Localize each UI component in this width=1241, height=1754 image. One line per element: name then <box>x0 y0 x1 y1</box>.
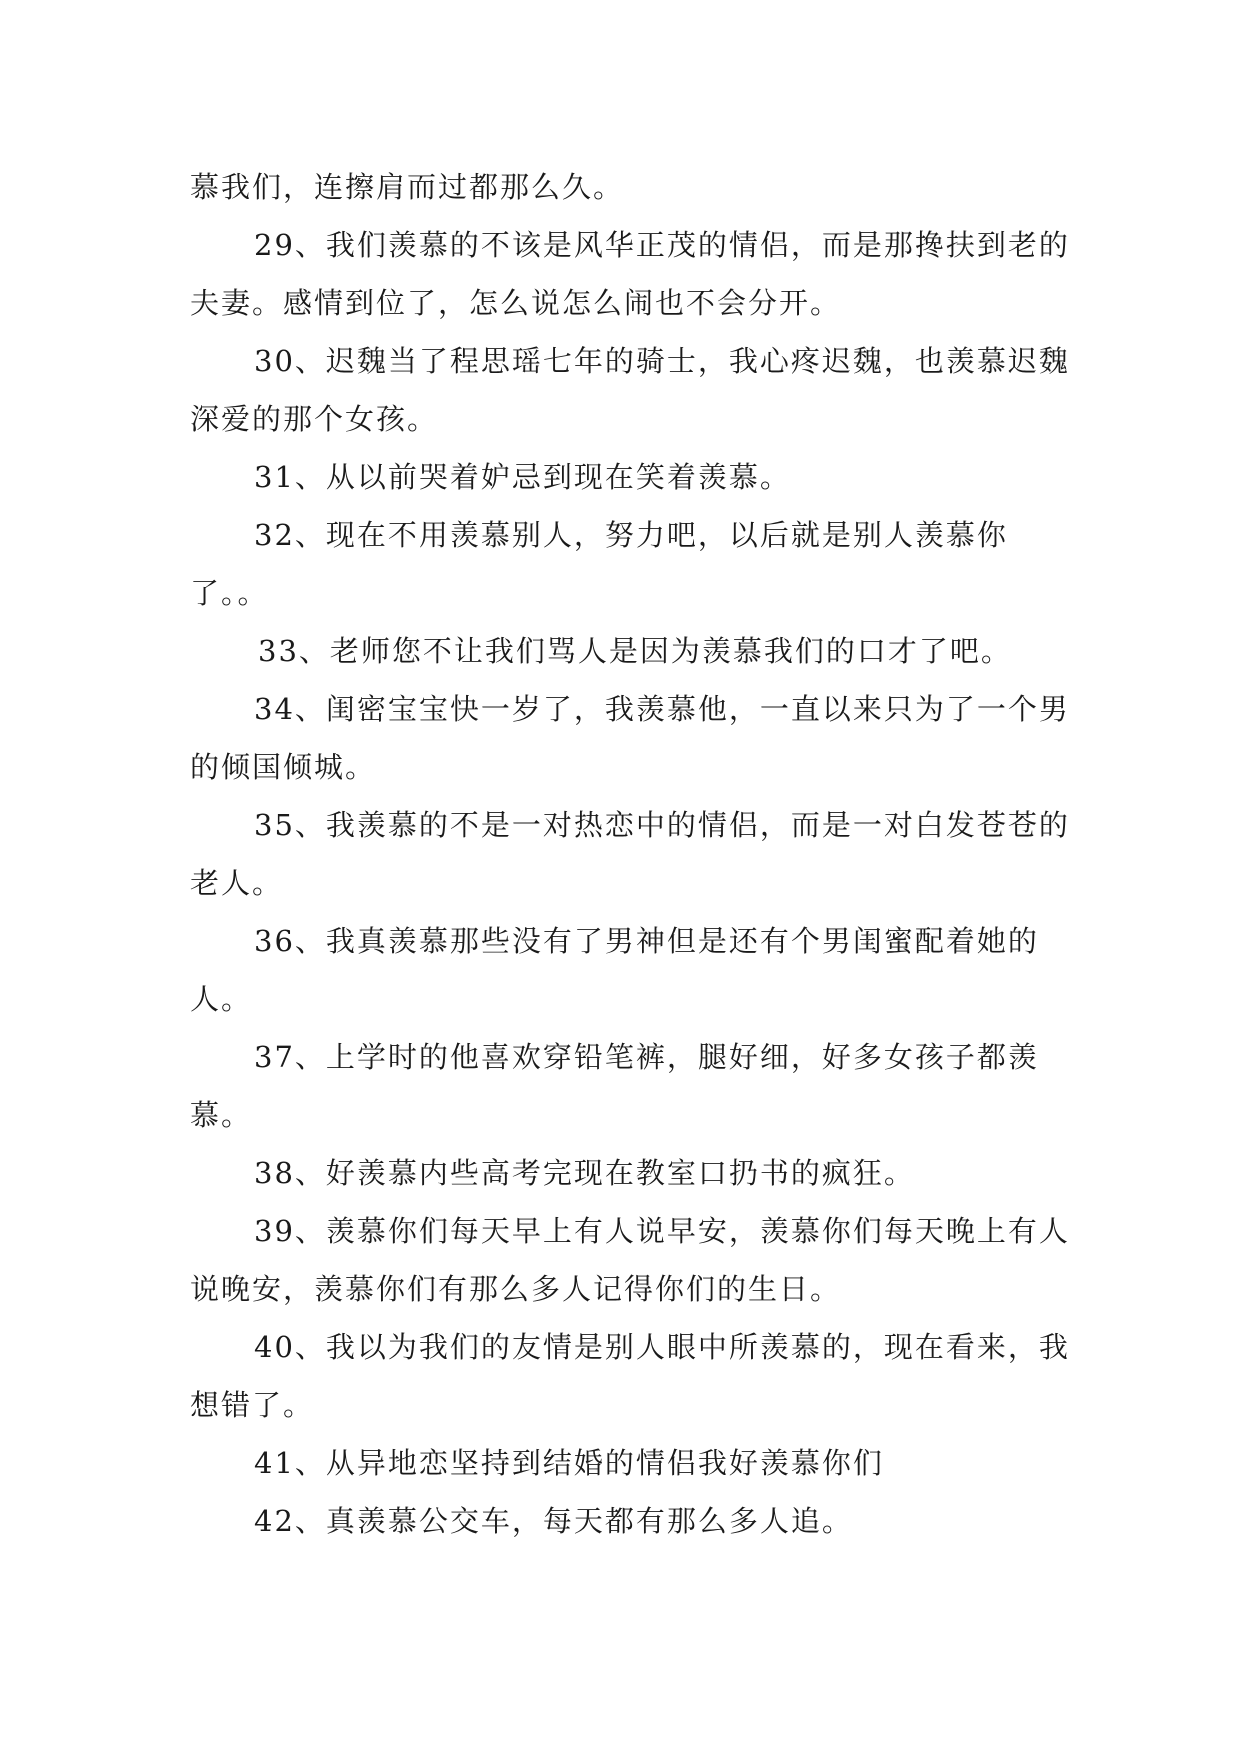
paragraph-31: 31、从以前哭着妒忌到现在笑着羡慕。 <box>254 460 791 494</box>
paragraph-41: 41、从异地恋坚持到结婚的情侣我好羡慕你们 <box>254 1446 884 1480</box>
paragraph-37: 37、上学时的他喜欢穿铅笔裤，腿好细，好多女孩子都羡慕。 <box>190 1040 1039 1132</box>
document-body <box>190 158 1070 1550</box>
paragraph-29: 29、我们羡慕的不该是风华正茂的情侣，而是那搀扶到老的夫妻。感情到位了，怎么说怎么闹也不会分开。 <box>190 228 1070 320</box>
paragraph-38: 38、好羡慕内些高考完现在教室口扔书的疯狂。 <box>254 1156 915 1190</box>
paragraph-32: 32、现在不用羡慕别人，努力吧，以后就是别人羡慕你了。。 <box>190 518 1008 610</box>
paragraph-40: 40、我以为我们的友情是别人眼中所羡慕的，现在看来，我想错了。 <box>190 1330 1070 1422</box>
paragraph-39: 39、羡慕你们每天早上有人说早安，羡慕你们每天晚上有人说晚安，羡慕你们有那么多人记得你们的生日。 <box>190 1214 1070 1306</box>
paragraph-30: 30、迟魏当了程思瑶七年的骑士，我心疼迟魏，也羡慕迟魏深爱的那个女孩。 <box>190 344 1070 436</box>
paragraph-continuation: 慕我们，连擦肩而过都那么久。 <box>190 170 625 204</box>
paragraph-34: 34、闺密宝宝快一岁了，我羡慕他，一直以来只为了一个男的倾国倾城。 <box>190 692 1070 784</box>
paragraph-42: 42、真羡慕公交车，每天都有那么多人追。 <box>254 1504 853 1538</box>
paragraph-36: 36、我真羡慕那些没有了男神但是还有个男闺蜜配着她的人。 <box>190 924 1039 1016</box>
paragraph-33: 33、老师您不让我们骂人是因为羡慕我们的口才了吧。 <box>258 634 1012 668</box>
paragraph-35: 35、我羡慕的不是一对热恋中的情侣，而是一对白发苍苍的老人。 <box>190 808 1070 900</box>
